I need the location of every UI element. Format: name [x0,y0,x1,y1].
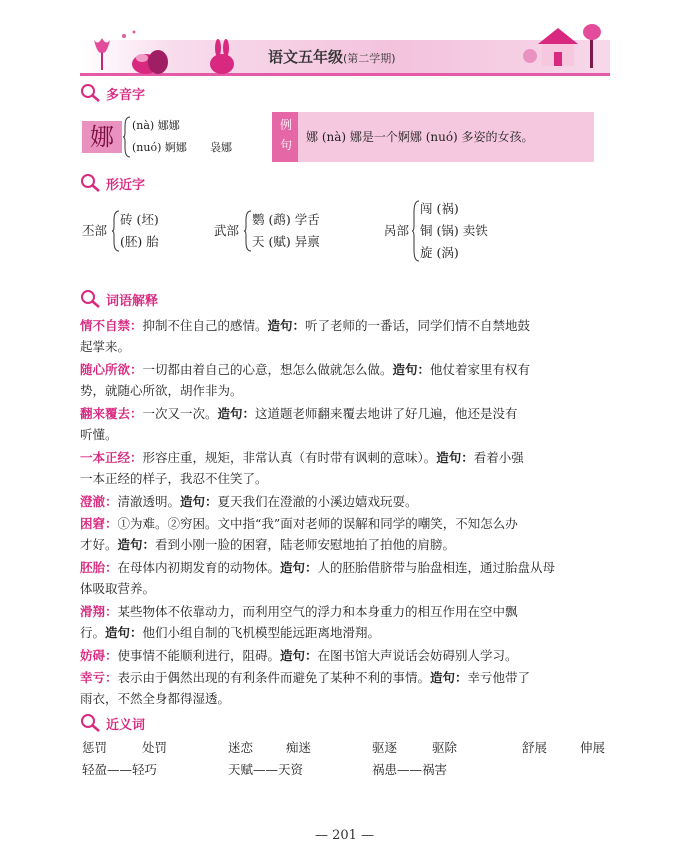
reading-2: (nuó) 婀娜 [132,141,187,154]
vocab-entry-cont [80,623,380,643]
similar-item: 旋 (涡) [420,245,459,260]
vocab-definition: 表示由于偶然出现的有利条件而避免了某种不利的事情。 [117,670,431,685]
synonym-word: 惩罚 [82,740,108,755]
vocab-entry [80,514,518,534]
tulip-icon [94,38,110,70]
sentence-label: 造句： [280,648,318,663]
sparkle-icon [122,34,126,38]
magnifier-icon [80,289,102,309]
magnifier-icon [80,173,102,193]
vocab-entry [80,360,530,380]
section-title: 多音字 [106,87,146,103]
vocab-sentence: 他们小组自制的飞机模型能远距离地滑翔。 [142,625,381,640]
vocab-entry [80,404,518,424]
magnifier-icon [80,83,102,103]
synonym-pair: 轻盈——轻巧 [82,762,158,777]
vocab-definition: 使事情不能顺利进行，阻碍。 [117,648,281,663]
sentence-label: 造句： [180,494,218,509]
polyphone-char: 娜 [82,121,122,153]
synonym-word: 驱除 [432,740,458,755]
vocab-entry [80,558,555,578]
header-right-decoration [520,16,616,74]
vocab-definition: 清澈透明。 [117,494,181,509]
vocab-term: 困窘： [80,516,118,531]
vocab-entry [80,602,518,622]
sentence-label: 造句： [267,318,306,333]
vocab-term: 澄澈： [80,494,118,509]
sentence-label: 造句： [392,362,431,377]
similar-item: 铜 (锅) 卖铁 [420,223,488,238]
tree-icon [583,24,601,68]
vocab-sentence: 看到小刚一脸的困窘，陆老师安慰地拍了拍他的肩膀。 [155,537,456,552]
synonym-word: 驱逐 [372,740,398,755]
vocab-term: 随心所欲： [80,362,143,377]
brace-icon [112,210,120,252]
sentence-label: 造句： [217,406,256,421]
sentence-label: 造句： [430,670,468,685]
header-subtitle: (第二学期) [343,52,396,65]
vocab-entry [80,646,518,666]
vocab-definition: 某些物体不依靠动力，而利用空气的浮力和本身重力的相互作用在空中飘 [117,604,518,619]
section-title: 近义词 [106,717,146,733]
synonym-word: 处罚 [142,740,168,755]
similar-item: 鹦 (鹉) 学舌 [252,212,320,227]
vocab-definition: 一次又一次。 [142,406,218,421]
section-title: 词语解释 [106,293,159,309]
header-title [268,46,396,67]
synonym-pair: 祸患——祸害 [372,762,448,777]
sentence-label: 造句： [280,560,318,575]
vocab-definition: 抑制不住自己的感情。 [142,318,268,333]
rabbit-icon [210,39,234,74]
vocab-term: 一本正经： [80,450,143,465]
vocab-entry-cont: 体吸取营养。 [80,581,156,596]
vocab-entry-cont [80,535,455,555]
vocab-entry-cont: 一本正经的样子，我忍不住笑了。 [80,471,268,486]
vocab-definition: ①为难。②穷困。文中指“我”面对老师的误解和同学的嘲笑，不知怎么办 [117,516,518,531]
vocab-entry [80,316,530,336]
vocab-sentence: 听了老师的一番话，同学们情不自禁地鼓 [305,318,531,333]
vocab-sentence: 幸亏他带了 [467,670,531,685]
vocab-sentence: 在图书馆大声说话会妨碍别人学习。 [317,648,518,663]
section-polyphone [80,82,145,104]
vocab-entry [80,492,418,512]
synonym-word: 舒展 [522,740,548,755]
vocab-sentence: 夏天我们在澄澈的小溪边嬉戏玩耍。 [217,494,418,509]
vocab-sentence: 看着小强 [473,450,524,465]
bush-icon [523,49,537,63]
vocab-term: 幸亏： [80,670,118,685]
header-left-decoration [84,26,244,74]
vocab-definition: 形容庄重，规矩，非常认真（有时带有讽刺的意味）。 [142,450,437,465]
synonym-word: 伸展 [580,740,606,755]
reading-2-extra: 袅娜 [210,141,232,154]
vocab-term: 妨碍： [80,648,118,663]
similar-item: (胚) 胎 [120,234,159,249]
vocab-term: 胚胎： [80,560,118,575]
house-icon [538,28,578,66]
sentence-label: 造句： [105,625,143,640]
synonym-word: 迷恋 [228,740,254,755]
sentence-label: 造句： [117,537,156,552]
vocab-entry [80,448,524,468]
vocab-term: 翻来覆去： [80,406,143,421]
synonym-pair: 天赋——天资 [228,762,304,777]
vocab-entry-cont: 听懂。 [80,427,118,442]
header-title-text: 语文五年级 [268,48,344,66]
page-number: — 201 — [314,828,375,843]
radical-label: 丕部 [82,223,108,238]
vocab-entry-cont: 雨衣，不然全身都得湿透。 [80,691,231,706]
synonym-word: 痴迷 [286,740,312,755]
reading-1: (nà) 娜娜 [132,119,180,132]
vocab-definition-end: 才好。 [80,537,118,552]
similar-item: 闯 (祸) [420,201,459,216]
brace-icon [244,210,252,252]
bush-icon [132,50,168,74]
vocab-definition: 一切都由着自己的心意，想怎么做就怎么做。 [142,362,393,377]
section-similar-chars [80,172,145,194]
vocab-sentence: 这道题老师翻来覆去地讲了好几遍，他还是没有 [255,406,518,421]
brace-icon [123,116,131,158]
vocab-entry-cont: 起掌来。 [80,339,131,354]
vocab-sentence: 人的胚胎借脐带与胎盘相连，通过胎盘从母 [317,560,556,575]
vocab-definition: 在母体内初期发育的动物体。 [117,560,281,575]
brace-icon [412,200,420,262]
example-sentence: 娜 (nà) 娜是一个婀娜 (nuó) 多姿的女孩。 [306,130,534,144]
section-vocab [80,288,158,310]
vocab-sentence: 他仗着家里有权有 [430,362,531,377]
vocab-entry-cont: 势，就随心所欲，胡作非为。 [80,383,243,398]
vocab-definition-end: 行。 [80,625,106,640]
vocab-entry [80,668,530,688]
sentence-label: 造句： [436,450,474,465]
vocab-term: 情不自禁： [80,318,143,333]
radical-label: 呙部 [384,223,410,238]
example-tab-label: 例句 [279,118,292,152]
magnifier-icon [80,713,102,733]
section-synonyms [80,712,145,734]
vocab-term: 滑翔： [80,604,118,619]
similar-item: 天 (赋) 异禀 [252,234,320,249]
section-title: 形近字 [106,177,146,193]
radical-label: 武部 [214,223,240,238]
similar-item: 砖 (坯) [120,212,159,227]
